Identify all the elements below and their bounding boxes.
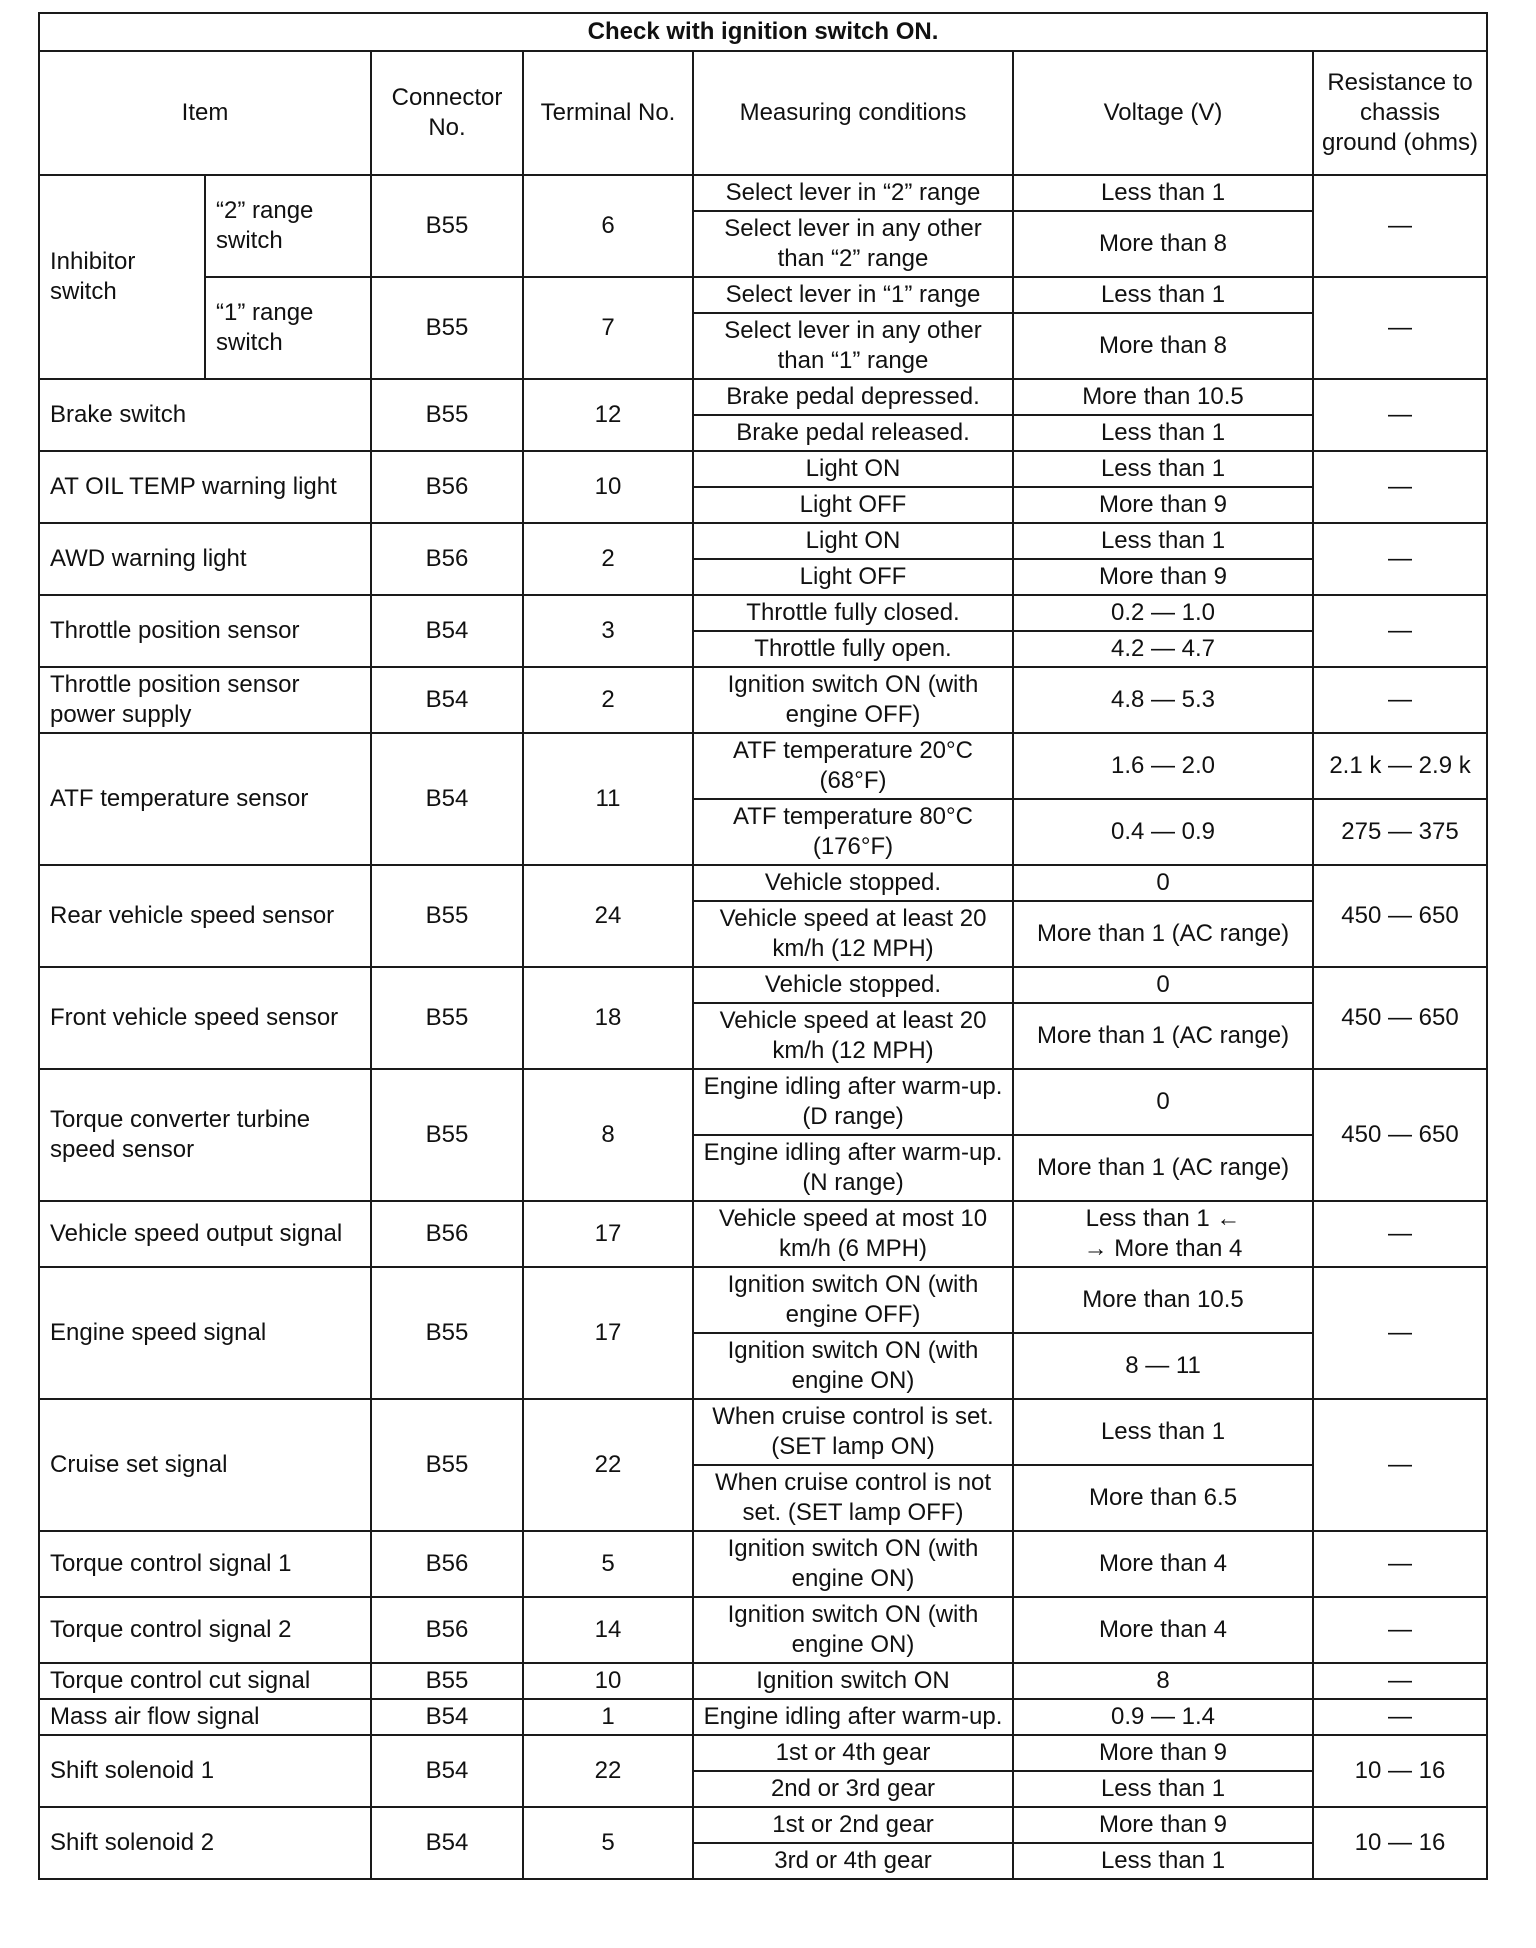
item-cell: Torque control signal 1 xyxy=(39,1531,371,1597)
connector-cell: B55 xyxy=(371,865,523,967)
resistance-cell: 2.1 k — 2.9 k xyxy=(1313,733,1487,799)
header-connector: Connector No. xyxy=(371,51,523,175)
resistance-cell: — xyxy=(1313,1699,1487,1735)
voltage-cell: Less than 1 xyxy=(1013,277,1313,313)
voltage-cell: More than 10.5 xyxy=(1013,1267,1313,1333)
terminal-cell: 3 xyxy=(523,595,693,667)
table-row xyxy=(39,1267,1487,1333)
condition-cell: Light OFF xyxy=(693,559,1013,595)
condition-cell: Light OFF xyxy=(693,487,1013,523)
voltage-cell: More than 9 xyxy=(1013,559,1313,595)
voltage-cell: More than 9 xyxy=(1013,1735,1313,1771)
condition-cell: Vehicle speed at least 20 km/h (12 MPH) xyxy=(693,901,1013,967)
header-voltage: Voltage (V) xyxy=(1013,51,1313,175)
item-cell: ATF temperature sensor xyxy=(39,733,371,865)
table-row xyxy=(39,1699,1487,1735)
resistance-cell: 450 — 650 xyxy=(1313,1069,1487,1201)
item-cell: Torque converter turbine speed sensor xyxy=(39,1069,371,1201)
voltage-cell: More than 8 xyxy=(1013,313,1313,379)
subitem-cell: “2” range switch xyxy=(205,175,371,277)
voltage-cell: Less than 1 xyxy=(1013,523,1313,559)
condition-cell: Vehicle speed at least 20 km/h (12 MPH) xyxy=(693,1003,1013,1069)
terminal-cell: 10 xyxy=(523,451,693,523)
title-row xyxy=(39,13,1487,51)
connector-cell: B56 xyxy=(371,451,523,523)
voltage-cell: Less than 1 xyxy=(1013,451,1313,487)
spec-table-container xyxy=(38,12,1486,1880)
item-cell: Inhibitor switch xyxy=(39,175,205,379)
table-row xyxy=(39,277,1487,313)
voltage-cell: More than 4 xyxy=(1013,1597,1313,1663)
connector-cell: B54 xyxy=(371,595,523,667)
condition-cell: Throttle fully closed. xyxy=(693,595,1013,631)
resistance-cell: — xyxy=(1313,523,1487,595)
table-row xyxy=(39,1663,1487,1699)
resistance-cell: — xyxy=(1313,595,1487,667)
resistance-cell: 275 — 375 xyxy=(1313,799,1487,865)
voltage-cell: More than 1 (AC range) xyxy=(1013,1003,1313,1069)
voltage-cell: Less than 1 xyxy=(1013,1843,1313,1879)
voltage-cell: 1.6 — 2.0 xyxy=(1013,733,1313,799)
voltage-cell: More than 10.5 xyxy=(1013,379,1313,415)
terminal-cell: 18 xyxy=(523,967,693,1069)
condition-cell: Vehicle stopped. xyxy=(693,865,1013,901)
item-cell: Rear vehicle speed sensor xyxy=(39,865,371,967)
voltage-cell: 0.4 — 0.9 xyxy=(1013,799,1313,865)
header-terminal: Terminal No. xyxy=(523,51,693,175)
voltage-cell: Less than 1 xyxy=(1013,415,1313,451)
connector-cell: B54 xyxy=(371,1699,523,1735)
voltage-cell: 0.2 — 1.0 xyxy=(1013,595,1313,631)
table-row xyxy=(39,1201,1487,1267)
terminal-cell: 2 xyxy=(523,667,693,733)
connector-cell: B55 xyxy=(371,379,523,451)
resistance-cell: 10 — 16 xyxy=(1313,1735,1487,1807)
voltage-cell: 0.9 — 1.4 xyxy=(1013,1699,1313,1735)
resistance-cell: 450 — 650 xyxy=(1313,967,1487,1069)
condition-cell: Select lever in any other than “1” range xyxy=(693,313,1013,379)
condition-cell: 1st or 4th gear xyxy=(693,1735,1013,1771)
resistance-cell: — xyxy=(1313,1597,1487,1663)
resistance-cell: — xyxy=(1313,277,1487,379)
connector-cell: B54 xyxy=(371,1807,523,1879)
condition-cell: Ignition switch ON xyxy=(693,1663,1013,1699)
condition-cell: Vehicle stopped. xyxy=(693,967,1013,1003)
resistance-cell: — xyxy=(1313,667,1487,733)
voltage-cell: More than 6.5 xyxy=(1013,1465,1313,1531)
voltage-line-1: Less than 1 ← xyxy=(1085,1205,1241,1232)
connector-cell: B54 xyxy=(371,733,523,865)
voltage-line-2: → More than 4 xyxy=(1083,1235,1243,1262)
condition-cell: 2nd or 3rd gear xyxy=(693,1771,1013,1807)
table-row xyxy=(39,175,1487,211)
condition-cell: Engine idling after warm-up. xyxy=(693,1699,1013,1735)
item-cell: Cruise set signal xyxy=(39,1399,371,1531)
table-row xyxy=(39,1597,1487,1663)
terminal-cell: 12 xyxy=(523,379,693,451)
resistance-cell: — xyxy=(1313,451,1487,523)
terminal-cell: 8 xyxy=(523,1069,693,1201)
terminal-cell: 1 xyxy=(523,1699,693,1735)
condition-cell: Brake pedal released. xyxy=(693,415,1013,451)
item-cell: AWD warning light xyxy=(39,523,371,595)
connector-cell: B55 xyxy=(371,967,523,1069)
condition-cell: ATF temperature 20°C (68°F) xyxy=(693,733,1013,799)
condition-cell: Engine idling after warm-up. (D range) xyxy=(693,1069,1013,1135)
item-cell: Shift solenoid 1 xyxy=(39,1735,371,1807)
connector-cell: B55 xyxy=(371,277,523,379)
condition-cell: Select lever in any other than “2” range xyxy=(693,211,1013,277)
voltage-cell: Less than 1 xyxy=(1013,1771,1313,1807)
voltage-cell: Less than 1 xyxy=(1013,1399,1313,1465)
table-row xyxy=(39,451,1487,487)
resistance-cell: — xyxy=(1313,1201,1487,1267)
condition-cell: Ignition switch ON (with engine OFF) xyxy=(693,1267,1013,1333)
condition-cell: When cruise control is set. (SET lamp ON) xyxy=(693,1399,1013,1465)
header-row xyxy=(39,51,1487,175)
connector-cell: B56 xyxy=(371,523,523,595)
resistance-cell: — xyxy=(1313,1663,1487,1699)
voltage-cell: 8 xyxy=(1013,1663,1313,1699)
terminal-cell: 24 xyxy=(523,865,693,967)
connector-cell: B55 xyxy=(371,1267,523,1399)
table-row xyxy=(39,967,1487,1003)
resistance-cell: 450 — 650 xyxy=(1313,865,1487,967)
table-row xyxy=(39,595,1487,631)
condition-cell: 3rd or 4th gear xyxy=(693,1843,1013,1879)
inspection-table xyxy=(38,12,1488,1880)
connector-cell: B54 xyxy=(371,667,523,733)
table-row xyxy=(39,1399,1487,1465)
voltage-cell: 4.8 — 5.3 xyxy=(1013,667,1313,733)
table-row xyxy=(39,1807,1487,1843)
voltage-cell: More than 9 xyxy=(1013,1807,1313,1843)
terminal-cell: 22 xyxy=(523,1735,693,1807)
subitem-cell: “1” range switch xyxy=(205,277,371,379)
voltage-cell: Less than 1 xyxy=(1013,175,1313,211)
item-cell: Vehicle speed output signal xyxy=(39,1201,371,1267)
resistance-cell: 10 — 16 xyxy=(1313,1807,1487,1879)
connector-cell: B55 xyxy=(371,1399,523,1531)
condition-cell: 1st or 2nd gear xyxy=(693,1807,1013,1843)
connector-cell: B56 xyxy=(371,1531,523,1597)
terminal-cell: 7 xyxy=(523,277,693,379)
voltage-cell: More than 4 xyxy=(1013,1531,1313,1597)
table-row xyxy=(39,1531,1487,1597)
connector-cell: B55 xyxy=(371,1663,523,1699)
table-row xyxy=(39,667,1487,733)
connector-cell: B56 xyxy=(371,1201,523,1267)
condition-cell: Ignition switch ON (with engine ON) xyxy=(693,1531,1013,1597)
voltage-cell xyxy=(1013,1201,1313,1267)
terminal-cell: 2 xyxy=(523,523,693,595)
voltage-cell: More than 1 (AC range) xyxy=(1013,901,1313,967)
terminal-cell: 14 xyxy=(523,1597,693,1663)
table-row xyxy=(39,379,1487,415)
terminal-cell: 6 xyxy=(523,175,693,277)
condition-cell: Vehicle speed at most 10 km/h (6 MPH) xyxy=(693,1201,1013,1267)
resistance-cell: — xyxy=(1313,175,1487,277)
item-cell: Front vehicle speed sensor xyxy=(39,967,371,1069)
resistance-cell: — xyxy=(1313,1531,1487,1597)
connector-cell: B55 xyxy=(371,1069,523,1201)
item-cell: Engine speed signal xyxy=(39,1267,371,1399)
voltage-cell: 8 — 11 xyxy=(1013,1333,1313,1399)
condition-cell: ATF temperature 80°C (176°F) xyxy=(693,799,1013,865)
terminal-cell: 17 xyxy=(523,1267,693,1399)
condition-cell: Light ON xyxy=(693,523,1013,559)
table-row xyxy=(39,1735,1487,1771)
table-row xyxy=(39,523,1487,559)
voltage-cell: More than 1 (AC range) xyxy=(1013,1135,1313,1201)
header-resistance: Resistance to chassis ground (ohms) xyxy=(1313,51,1487,175)
voltage-cell: 4.2 — 4.7 xyxy=(1013,631,1313,667)
condition-cell: Brake pedal depressed. xyxy=(693,379,1013,415)
item-cell: Torque control cut signal xyxy=(39,1663,371,1699)
resistance-cell: — xyxy=(1313,379,1487,451)
condition-cell: Engine idling after warm-up. (N range) xyxy=(693,1135,1013,1201)
condition-cell: Light ON xyxy=(693,451,1013,487)
terminal-cell: 17 xyxy=(523,1201,693,1267)
table-row xyxy=(39,1069,1487,1135)
terminal-cell: 5 xyxy=(523,1531,693,1597)
connector-cell: B54 xyxy=(371,1735,523,1807)
header-conditions: Measuring conditions xyxy=(693,51,1013,175)
condition-cell: Throttle fully open. xyxy=(693,631,1013,667)
terminal-cell: 11 xyxy=(523,733,693,865)
voltage-cell: More than 9 xyxy=(1013,487,1313,523)
table-title: Check with ignition switch ON. xyxy=(39,13,1487,51)
terminal-cell: 5 xyxy=(523,1807,693,1879)
table-row xyxy=(39,865,1487,901)
voltage-cell: 0 xyxy=(1013,1069,1313,1135)
item-cell: Torque control signal 2 xyxy=(39,1597,371,1663)
condition-cell: Ignition switch ON (with engine OFF) xyxy=(693,667,1013,733)
condition-cell: Select lever in “1” range xyxy=(693,277,1013,313)
connector-cell: B55 xyxy=(371,175,523,277)
item-cell: AT OIL TEMP warning light xyxy=(39,451,371,523)
terminal-cell: 22 xyxy=(523,1399,693,1531)
voltage-cell: 0 xyxy=(1013,865,1313,901)
resistance-cell: — xyxy=(1313,1267,1487,1399)
header-item: Item xyxy=(39,51,371,175)
item-cell: Shift solenoid 2 xyxy=(39,1807,371,1879)
item-cell: Mass air flow signal xyxy=(39,1699,371,1735)
item-cell: Brake switch xyxy=(39,379,371,451)
condition-cell: Ignition switch ON (with engine ON) xyxy=(693,1597,1013,1663)
condition-cell: Ignition switch ON (with engine ON) xyxy=(693,1333,1013,1399)
terminal-cell: 10 xyxy=(523,1663,693,1699)
resistance-cell: — xyxy=(1313,1399,1487,1531)
connector-cell: B56 xyxy=(371,1597,523,1663)
voltage-cell: More than 8 xyxy=(1013,211,1313,277)
item-cell: Throttle position sensor xyxy=(39,595,371,667)
voltage-cell: 0 xyxy=(1013,967,1313,1003)
item-cell: Throttle position sensor power supply xyxy=(39,667,371,733)
table-row xyxy=(39,733,1487,799)
condition-cell: When cruise control is not set. (SET lamp OFF) xyxy=(693,1465,1013,1531)
condition-cell: Select lever in “2” range xyxy=(693,175,1013,211)
